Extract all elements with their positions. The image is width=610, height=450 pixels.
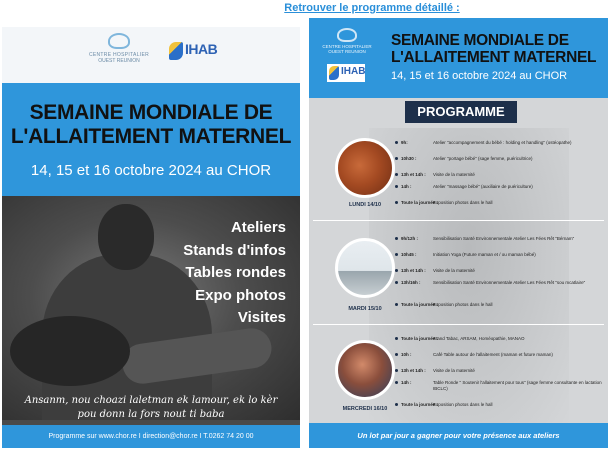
programme-link[interactable]: Retrouver le programme détaillé :	[284, 2, 460, 14]
programme-dates: 14, 15 et 16 octobre 2024 au CHOR	[391, 70, 568, 82]
day-label: MARDI 15/10	[348, 306, 382, 312]
day-divider	[313, 324, 604, 325]
activity-item: Stands d'infos	[183, 241, 286, 259]
logo-column	[309, 18, 385, 98]
chor-logo-icon	[108, 33, 130, 49]
day-divider	[313, 220, 604, 221]
chor-logo: CENTRE HOSPITALIER OUEST REUNION	[313, 28, 381, 54]
programme-title: SEMAINE MONDIALE DE L'ALLAITEMENT MATERNEL	[391, 32, 597, 66]
ihab-logo-icon	[169, 42, 183, 60]
activity-item: Visites	[237, 309, 286, 326]
day-photo	[335, 238, 395, 298]
ihab-logo: IHAB	[169, 39, 215, 65]
logo-bar	[2, 27, 300, 83]
programme-header	[309, 18, 608, 98]
activity-item: Ateliers	[230, 219, 286, 236]
contact-footer: Programme sur www.chor.re I direction@chor.re I T.0262 74 20 00	[2, 425, 300, 448]
creole-quote: Ansanm, nou choazi laletman ek lamour, ek lo kèr pou donn la fors nout ti baba	[24, 395, 278, 420]
ihab-logo: IHAB	[327, 64, 365, 82]
activity-item: Tables rondes	[185, 264, 286, 281]
day-label: MERCREDI 16/10	[342, 406, 388, 412]
title-band	[2, 83, 300, 196]
chor-logo: CENTRE HOSPITALIER OUEST REUNION	[84, 33, 154, 64]
prize-footer: Un lot par jour a gagner pour votre présence aux ateliers	[309, 423, 608, 448]
event-poster	[2, 27, 300, 448]
day-photo	[335, 138, 395, 198]
day-photo	[335, 340, 395, 400]
activities-list	[183, 217, 286, 330]
poster-title: SEMAINE MONDIALE DE L'ALLAITEMENT MATERNEL	[10, 101, 292, 148]
day-label: LUNDI 14/10	[348, 202, 382, 208]
poster-dates: 14, 15 et 16 octobre 2024 au CHOR	[30, 162, 272, 179]
chor-logo-icon	[337, 28, 357, 42]
programme-heading: PROGRAMME	[405, 101, 517, 123]
activity-item: Expo photos	[195, 286, 286, 304]
programme-poster: CENTRE HOSPITALIER OUEST REUNION IHAB SEMAINE MONDIALE DE L'ALLAITEMENT MATERNEL 14, 15 et 16 octobre 2024 au CHOR PROGRAMME LUNDI 14/10 9h: Atelier "accompagnement du bébé : holding et handling" (ostéopathe) 10h30 : Atelier "portage bébé" (sage femme, puéricultrice) 13h et 14h : Visite de la maternité 14h : Atelier "massage bébé" (auxiliaire de puériculture) Toute la journée : Exposition photos dans le hall MARDI 15/10 9h/12h : Sensibilisation Santé Environnementale Atelier Les Fées Rêt "Bérnam" 10h45 : Initiation Yoga (Future maman et / ou maman bébé) 13h et 14h : Visite de la maternité 13h/16h : Sensibilisation Santé Environnementale Atelier Les Fées Rêt "sou mcatlaire" Toute la journée : Exposition photos dans le hall MERCREDI 16/10 Toute la journée : Stand Tabac, ARSAM, Homéopathie, MANAO 10h : Café Table autour de l'allaitement (maman et future maman) 13h et 14h : Visite de la maternité 14h : Table Ronde " Soutenir l'allaitement pour tous" (sage femme consultante en lactation IBCLC) Toute la journée : Exposition photos dans le hall Un lot par jour a gagner pour votre présence aux ateliers	[309, 18, 608, 448]
ihab-logo-icon	[329, 66, 339, 80]
